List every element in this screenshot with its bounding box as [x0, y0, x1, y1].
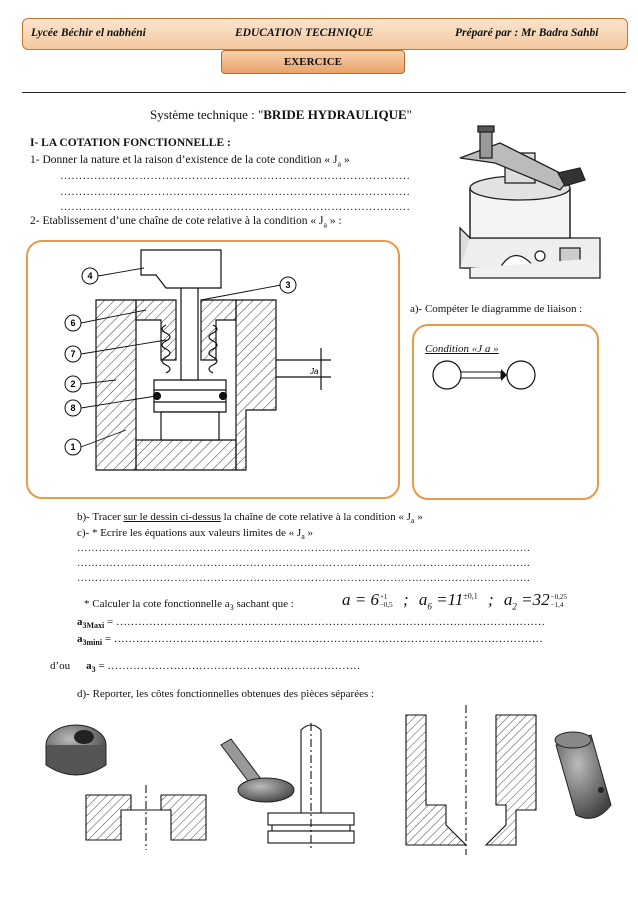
question-2: 2- Etablissement d’une chaîne de cote relative à la condition « $J_a$ » :: [30, 215, 342, 230]
answer-line-2: …………………………………………………………………………………: [60, 186, 411, 198]
part-label-4: 4: [87, 271, 93, 281]
subject-name: EDUCATION TECHNIQUE: [235, 27, 374, 39]
part-label-6: 6: [70, 318, 76, 328]
equation-line-2: ………………………………………………………………………………………………………………: [77, 558, 531, 569]
author-name: Préparé par : Mr Badra Sahbi: [455, 27, 599, 39]
section-title: I- LA COTATION FONCTIONNELLE :: [30, 137, 231, 149]
exercise-badge: EXERCICE: [221, 50, 405, 74]
answer-line-1: …………………………………………………………………………………: [60, 170, 411, 182]
equation-line-1: ………………………………………………………………………………………………………………: [77, 543, 531, 554]
part-label-8: 8: [70, 403, 76, 413]
answer-line-3: …………………………………………………………………………………: [60, 201, 411, 213]
part-3-3d-image: [221, 739, 294, 802]
condition-arrow-head: [501, 369, 507, 381]
part-6-section-drawing: [86, 785, 206, 850]
calc-instruction: * Calculer la cote fonctionnelle $a_3$ sachant que :: [84, 598, 294, 613]
condition-arrow-shaft: [461, 372, 501, 378]
system-title: Système technique : "BRIDE HYDRAULIQUE": [150, 107, 412, 122]
part-label-7: 7: [70, 349, 76, 359]
part-label-2: 2: [70, 379, 76, 389]
header-divider: [22, 92, 626, 93]
part-node-left: [433, 361, 461, 389]
header-banner: [22, 18, 628, 50]
part-label-3: 3: [285, 280, 291, 290]
question-1: 1- Donner la nature et la raison d’existence de la cote condition « $J_a$ »: [30, 154, 350, 169]
school-name: Lycée Béchir el nabhéni: [31, 27, 146, 39]
a3-min-line: $a_{3mini}$ = ………………………………………………………………………………………………………: [77, 633, 543, 648]
assembly-drawing: [26, 240, 396, 495]
part-2-3d-image: [555, 732, 611, 818]
separated-parts-drawings: [36, 705, 626, 855]
equation-line-3: ………………………………………………………………………………………………………………: [77, 573, 531, 584]
part-node-right: [507, 361, 535, 389]
question-b: b)- Tracer sur le dessin ci-dessus la chaîne de cote relative à la condition « $J_a$ »: [77, 511, 423, 526]
hydraulic-clamp-3d-image: [440, 118, 615, 288]
part-1-section-drawing: [406, 705, 536, 855]
liaison-diagram: [425, 355, 585, 395]
a3-max-line: $a_{3Maxi}$ = ………………………………………………………………………………………………………: [77, 616, 545, 631]
part-6-3d-image: [46, 725, 106, 775]
question-c: c)- * Ecrire les équations aux valeurs limites de « $J_a$ »: [77, 527, 314, 542]
a3-result-line: d’ou $a_3$ = ……………………………………………………………: [50, 660, 361, 675]
part-label-1: 1: [70, 442, 76, 452]
condition-label: Condition «J a »: [425, 343, 499, 355]
tolerance-formula: a = 6 +1 −0,5 ; $a_6 =11^{\pm 0,1}$ ; $a_2 =32$ −0,25 −1,4: [342, 590, 567, 612]
ja-label: Ja: [310, 367, 319, 376]
question-d: d)- Reporter, les côtes fonctionnelles obtenues des pièces séparées :: [77, 688, 375, 700]
question-a: a)- Compéter le diagramme de liaison :: [410, 303, 583, 315]
